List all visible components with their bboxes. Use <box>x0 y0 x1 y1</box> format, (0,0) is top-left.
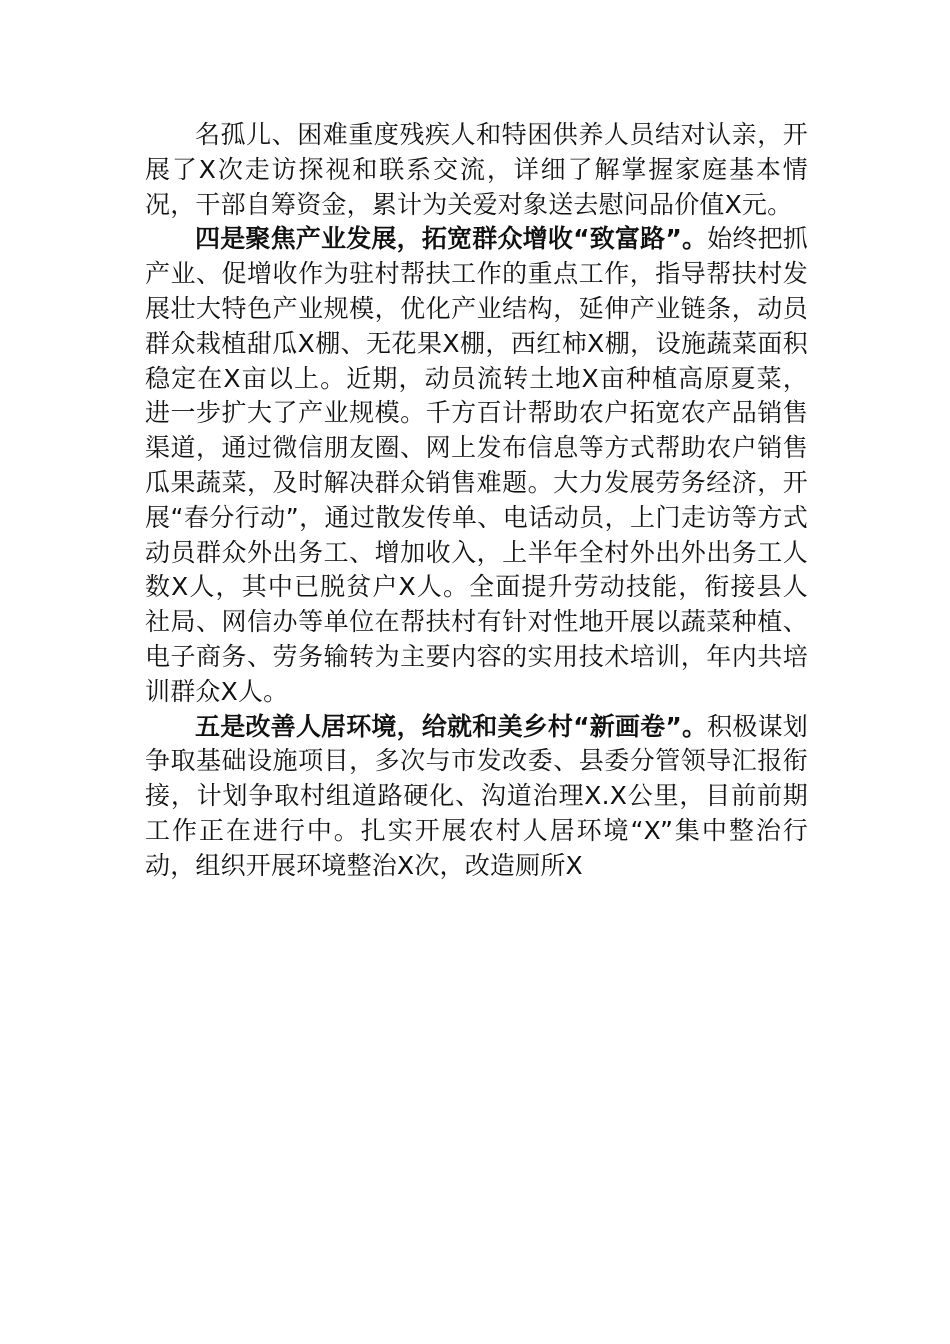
paragraph-industry-development <box>145 222 808 709</box>
document-body <box>145 118 808 884</box>
paragraph-living-environment <box>145 710 808 884</box>
paragraph-caring-visits <box>145 118 808 222</box>
paragraph-lead: 四是聚焦产业发展，拓宽群众增收“致富路”。 <box>195 224 708 254</box>
paragraph-text: 始终把抓产业、促增收作为驻村帮扶工作的重点工作，指导帮扶村发展壮大特色产业规模，优化产业结构，延伸产业链条，动员群众栽植甜瓜X棚、无花果X棚，西红柿X棚，设施蔬菜面积稳定在X亩以上。近期，动员流转土地X亩种植高原夏菜，进一步扩大了产业规模。千方百计帮助农户拓宽农产品销售渠道，通过微信朋友圈、网上发布信息等方式帮助农户销售瓜果蔬菜，及时解决群众销售难题。大力发展劳务经济，开展“春分行动”，通过散发传单、电话动员，上门走访等方式动员群众外出务工、增加收入，上半年全村外出外出务工人数X人，其中已脱贫户X人。全面提升劳动技能，衔接县人社局、网信办等单位在帮扶村有针对性地开展以蔬菜种植、电子商务、劳务输转为主要内容的实用技术培训，年内共培训群众X人。 <box>145 224 808 706</box>
paragraph-lead: 五是改善人居环境，给就和美乡村“新画卷”。 <box>195 711 708 741</box>
paragraph-text: 积极谋划争取基础设施项目，多次与市发改委、县委分管领导汇报衔接，计划争取村组道路硬化、沟道治理X.X公里，目前前期工作正在进行中。扎实开展农村人居环境“X”集中整治行动，组织开展环境整治X次，改造厕所X <box>145 711 808 880</box>
paragraph-text: 名孤儿、困难重度残疾人和特困供养人员结对认亲，开展了X次走访探视和联系交流，详细了解掌握家庭基本情况，干部自筹资金，累计为关爱对象送去慰问品价值X元。 <box>145 120 808 219</box>
